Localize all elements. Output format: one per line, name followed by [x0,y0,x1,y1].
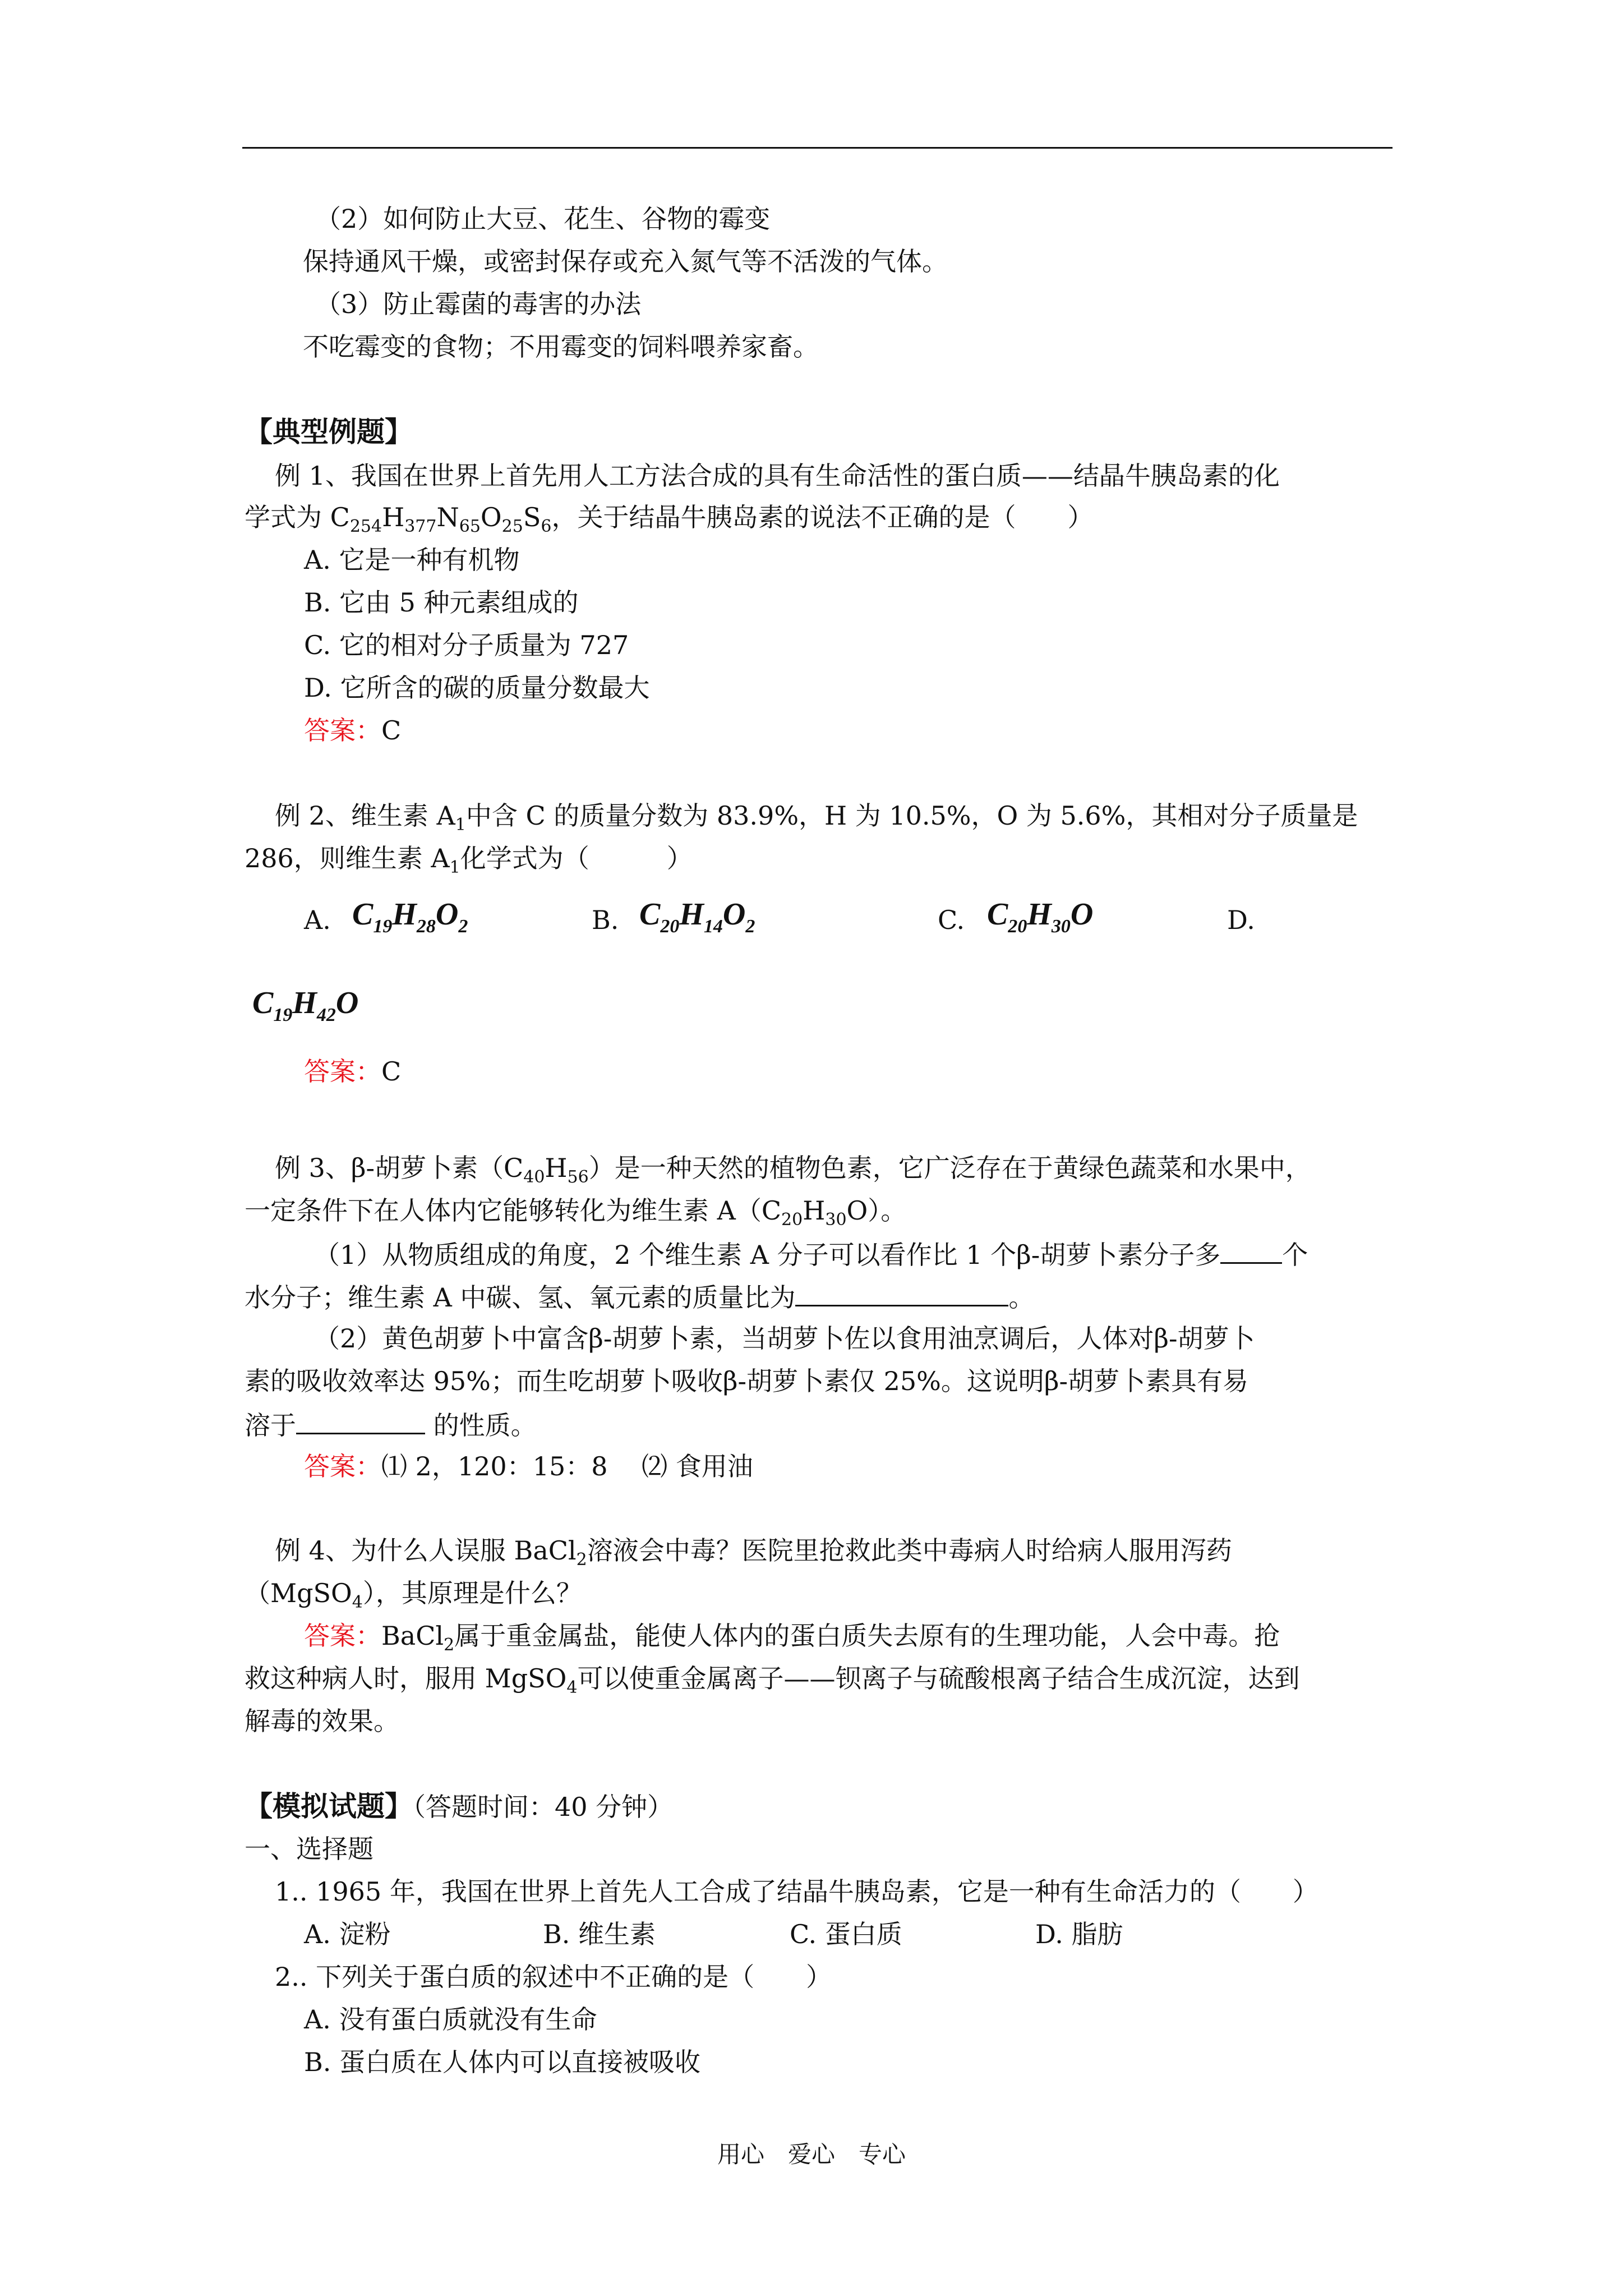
example-2-line: 例 2、维生素 $A_1$中含 C 的质量分数为 83.9%，H 为 10.5%，O 为 5.6%，其相对分子质量是 [275,800,1358,835]
option-c: C. 它的相对分子质量为 727 [304,630,629,660]
answer: 答案：BaCl$_2$属于重金属盐，能使人体内的蛋白质失去原有的生理功能，人会中毒。抢 [304,1621,1280,1655]
answer-line: 救这种病人时，服用 MgSO$_4$可以使重金属离子——钡离子与硫酸根离子结合生成沉淀，达到 [245,1663,1300,1697]
example-2-line: 286，则维生素 $A_1$化学式为（ ） [245,843,693,877]
answer-label: 答案： [304,715,381,746]
formula-a: $C_{19}H_{28}O_2$ [352,897,468,937]
answer: 答案：⑴ 2，120：15：8 ⑵ 食用油 [304,1451,753,1481]
section-title: （2）如何防止大豆、花生、谷物的霉变 [315,204,771,234]
option-c-label: C. [938,905,965,935]
q1-option-d: D. 脂肪 [1035,1919,1123,1949]
q2-option-b: B. 蛋白质在人体内可以直接被吸收 [304,2047,701,2077]
example-4-line: （MgSO$_4$），其原理是什么？ [245,1578,582,1612]
answer-label: 答案： [304,1056,381,1087]
paragraph: 不吃霉变的食物；不用霉变的饲料喂养家畜。 [303,332,819,362]
mock-heading-line [245,1789,673,1824]
q1-option-b: B. 维生素 [543,1919,656,1949]
answer-blank [1220,1236,1282,1264]
option-a: A. 它是一种有机物 [304,545,520,575]
header-rule [242,147,1393,149]
question-2: 2.. 下列关于蛋白质的叙述中不正确的是（ ） [275,1962,832,1992]
q2-option-a: A. 没有蛋白质就没有生命 [304,2004,597,2035]
answer-line: 解毒的效果。 [245,1706,399,1736]
formula-b: $C_{20}H_{14}O_2$ [639,897,755,937]
answer-label: 答案： [304,1621,381,1651]
mock-time: （答题时间：40 分钟） [413,1792,674,1822]
option-b-label: B. [592,905,619,935]
example-1-line: 学式为 $C_{254}H_{377}N_{65}O_{25}S_6$，关于结晶牛胰岛素的说法不正确的是（ ） [245,502,1094,536]
answer: 答案：C [304,1056,402,1087]
question-line: 素的吸收效率达 95%；而生吃胡萝卜吸收β-胡萝卜素仅 25%。这说明β-胡萝卜素具有易 [245,1366,1249,1396]
q1-option-a: A. 淀粉 [304,1919,391,1949]
option-b: B. 它由 5 种元素组成的 [304,587,579,618]
option-a-label: A. [304,905,331,935]
question-line: 溶于 的性质。 [245,1407,537,1442]
formula-c: $C_{20}H_{30}O$ [987,897,1094,937]
answer-blank [795,1279,1008,1306]
option-d-label: D. [1227,905,1255,935]
paragraph: 保持通风干燥，或密封保存或充入氮气等不活泼的气体。 [303,246,948,277]
question-line: 水分子；维生素 A 中碳、氢、氧元素的质量比为 。 [245,1279,1034,1314]
question-line: （2）黄色胡萝卜中富含β-胡萝卜素，当胡萝卜佐以食用油烹调后，人体对β-胡萝卜 [314,1323,1255,1354]
answer: 答案：C [304,715,402,746]
section-title: （3）防止霉菌的毒害的办法 [315,289,642,319]
formula-d: $C_{19}H_{42}O$ [252,986,359,1025]
example-3-line: 例 3、β-胡萝卜素$(C_{40}H_{56})$是一种天然的植物色素，它广泛存在于黄绿色蔬菜和水果中， [275,1153,1311,1187]
example-3-line: 一定条件下在人体内它能够转化为维生素 $A(C_{20}H_{30}O)$。 [245,1195,907,1230]
answer-blank [296,1407,425,1434]
examples-heading: 【典型例题】 [245,415,413,448]
example-4-line: 例 4、为什么人误服 BaCl$_2$溶液会中毒？医院里抢救此类中毒病人时给病人服用泻药 [275,1535,1232,1570]
question-line: （1）从物质组成的角度，2 个维生素 A 分子可以看作比 1 个β-胡萝卜素分子多 个 [314,1236,1308,1272]
mock-heading: 【模拟试题】 [245,1789,413,1823]
question-1: 1.. 1965 年，我国在世界上首先人工合成了结晶牛胰岛素，它是一种有生命活力的（ ） [275,1876,1318,1907]
page-footer: 用心 爱心 专心 [717,2141,906,2168]
section-label: 一、选择题 [245,1834,374,1864]
q1-option-c: C. 蛋白质 [790,1919,902,1949]
option-d: D. 它所含的碳的质量分数最大 [304,673,650,703]
answer-label: 答案： [304,1451,381,1481]
example-1-line: 例 1、我国在世界上首先用人工方法合成的具有生命活性的蛋白质——结晶牛胰岛素的化 [275,461,1280,491]
